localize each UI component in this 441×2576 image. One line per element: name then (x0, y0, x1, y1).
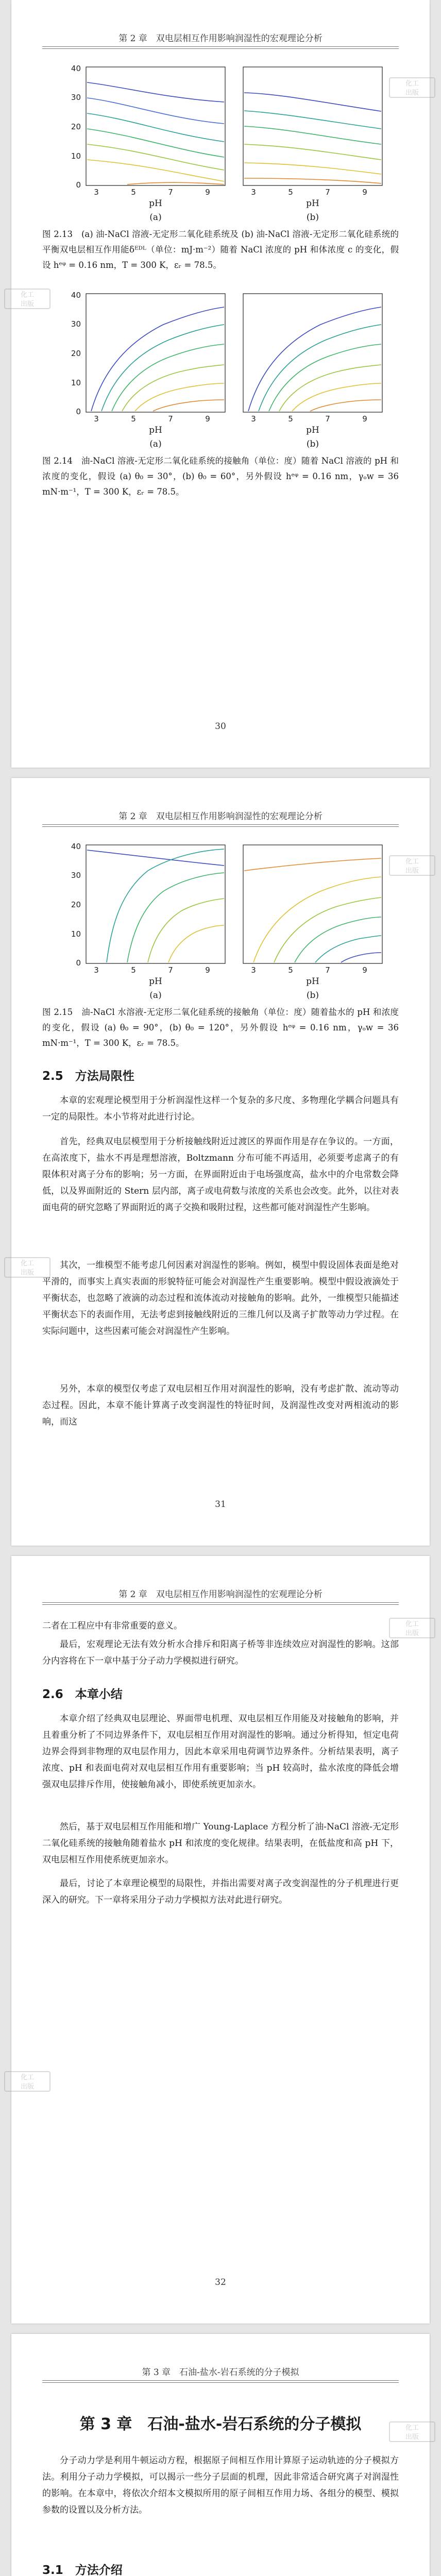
page-number: 30 (215, 721, 226, 732)
ytick: 0 (76, 180, 81, 190)
panel-label: (a) (149, 990, 162, 1001)
ytick: 40 (71, 291, 81, 300)
ytick: 0 (76, 407, 81, 416)
xtick: 7 (325, 414, 330, 423)
panel-label: (a) (149, 212, 162, 223)
figure-2-14-caption: 图 2.14 油-NaCl 溶液-无定形二氧化硅系统的接触角（单位：度）随着 NaCl 溶液的 pH 和浓度的变化，假设 (a) θ₀ = 30°，(b) θ₀ = 60°，另外假设 hᵉᵠ = 0.16 nm，γₒw = 36 mN·m⁻¹，T = 300 K，εᵣ = 78.5。 (42, 456, 399, 497)
figure-2-14-panel-a (60, 289, 230, 449)
header-rule (42, 1602, 399, 1603)
header-rule-2 (42, 2382, 399, 2383)
ytick: 20 (71, 349, 81, 358)
xtick: 5 (131, 965, 136, 975)
xtick: 9 (362, 414, 367, 423)
header-rule (42, 46, 399, 47)
body-paragraph: 本章介绍了经典双电层理论、界面带电机理、双电层相互作用能及对接触角的影响，并且着重分析了不同边界条件下，双电层相互作用对润湿性的影响。通过分析得知，恒定电荷边界会得到非物理的双电层作用力，因此本章采用电荷调节边界条件。分析结果表明，离子浓度、pH 和表面电荷对双电层相互作用有重要影响；当 pH 较高时，盐水浓度的降低会增强双电层排斥作用，使接触角减小，即使系统更加亲水。 (42, 1714, 399, 1790)
chapter-title: 第 3 章 石油-盐水-岩石系统的分子模拟 (79, 2415, 362, 2433)
contour-plot-b (233, 62, 387, 211)
xtick: 5 (288, 965, 293, 975)
ytick: 10 (71, 378, 81, 387)
header-rule-2 (42, 1604, 399, 1605)
figure-2-13-caption: 图 2.13 (a) 油-NaCl 溶液-无定形二氧化硅系统及 (b) 油-NaCl 溶液-无定形二氧化硅系统的平衡双电层相互作用能δᴱᴰᴸ（单位：mJ·m⁻²）随着 NaCl 浓度的 pH 和体浓度 c 的变化，假设 hᵉᵠ = 0.16 nm，T = 300 K，εᵣ = 78.5。 (42, 229, 399, 270)
xtick: 3 (251, 414, 256, 423)
body-paragraph: 最后，宏观理论无法有效分析水合排斥和阳离子桥等非连续效应对润湿性的影响。这部分内容将在下一章中基于分子动力学模拟进行研究。 (42, 1639, 399, 1666)
body-paragraph: 本章的宏观理论模型用于分析润湿性这样一个复杂的多尺度、多物理化学耦合问题具有一定的局限性。本小节将对此进行讨论。 (42, 1095, 399, 1122)
ytick: 0 (76, 958, 81, 968)
xtick: 7 (168, 188, 173, 197)
xtick: 7 (325, 188, 330, 197)
ytick: 30 (71, 93, 81, 102)
contour-plot-a (60, 289, 230, 438)
document-page-33 (11, 2334, 430, 2576)
running-head: 第 2 章 双电层相互作用影响润湿性的宏观理论分析 (118, 1589, 323, 1600)
page-number: 31 (215, 1499, 226, 1510)
figure-2-15-caption: 图 2.15 油-NaCl 水溶液-无定形二氧化硅系统的接触角（单位：度）随着盐水的 pH 和浓度的变化，假设 (a) θ₀ = 90°，(b) θ₀ = 120°，另外假设 hᵉᵠ = 0.16 nm，γₒw = 36 mN·m⁻¹，T = 300 K，εᵣ = 78.5。 (42, 1007, 399, 1048)
xtick: 7 (168, 965, 173, 975)
xtick: 3 (94, 188, 99, 197)
contour-plot-b (233, 840, 387, 989)
document-page-31 (11, 778, 430, 1546)
xtick: 9 (205, 414, 210, 423)
watermark-stamp: 化工 出版 (389, 855, 435, 876)
section-heading: 3.1 方法介绍 (42, 2564, 123, 2576)
xtick: 9 (362, 965, 367, 975)
panel-label: (b) (306, 439, 319, 449)
body-paragraph: 分子动力学是利用牛顿运动方程，根据原子间相互作用计算原子运动轨迹的分子模拟方法。利用分子动力学模拟，可以揭示一些分子层面的机理，因此非常适合研究离子对润湿性的影响。在本章中，将依次介绍本文模拟所用的原子间相互作用力场、各组分的模型、模拟参数的设置以及分析方法。 (42, 2455, 399, 2515)
header-rule (42, 824, 399, 825)
document-page-30 (11, 0, 430, 768)
xtick: 3 (251, 188, 256, 197)
contour-plot-a (60, 840, 230, 989)
ytick: 20 (71, 900, 81, 909)
xtick: 7 (168, 414, 173, 423)
ytick: 30 (71, 871, 81, 880)
watermark-stamp: 化工 出版 (4, 1257, 50, 1278)
x-axis-label: pH (306, 976, 319, 987)
x-axis-label: pH (149, 425, 162, 435)
xtick: 7 (325, 965, 330, 975)
x-axis-label: pH (149, 198, 162, 209)
section-heading: 2.6 本章小结 (42, 1688, 123, 1701)
body-paragraph: 首先，经典双电层模型用于分析接触线附近过渡区的界面作用是存在争议的。一方面，在高浓度下，盐水不再是理想溶液，Boltzmann 分布可能不再适用，必须要考虑离子的有限体积对离子分布的影响；另一方面，在界面附近由于电场强度高，盐水中的介电常数会降低，以及界面附近的 Stern 层内部，离子或电荷数与浓度的关系也会改变。此外，以往对表面电荷的研究忽略了界面附近的离子交换和吸附过程，这些都可能对润湿性产生影响。 (42, 1137, 399, 1213)
ytick: 10 (71, 151, 81, 161)
xtick: 9 (205, 965, 210, 975)
xtick: 5 (131, 414, 136, 423)
xtick: 3 (94, 965, 99, 975)
page-number: 32 (215, 2277, 226, 2287)
ytick: 30 (71, 319, 81, 329)
body-paragraph: 二者在工程应中有非常重要的意义。 (42, 1621, 182, 1631)
x-axis-label: pH (306, 425, 319, 435)
header-rule-2 (42, 826, 399, 827)
body-paragraph: 其次，一维模型不能考虑几何因素对润湿性的影响。例如，模型中假设固体表面是绝对平滑的，而事实上真实表面的形貌特征可能会对润湿性产生重要影响。模型中假设液滴处于平衡状态，也忽略了液滴的动态过程和流体流动对接触角的影响。此外，一维模型只能描述平衡状态下的表面作用，无法考虑到接触线附近的三维几何以及离子扩散等动力学过程。在实际问题中，这些因素可能会对润湿性产生影响。 (42, 1260, 399, 1336)
figure-2-13-panel-b (233, 62, 387, 223)
watermark-stamp: 化工 出版 (389, 2421, 435, 2442)
figure-2-15-panel-a (60, 840, 230, 1001)
ytick: 10 (71, 929, 81, 939)
section-heading: 2.5 方法局限性 (42, 1070, 134, 1083)
panel-label: (b) (306, 990, 319, 1001)
ytick: 20 (71, 122, 81, 131)
xtick: 3 (251, 965, 256, 975)
ytick: 40 (71, 842, 81, 851)
figure-2-14-panel-b (233, 289, 387, 449)
contour-plot-a (60, 62, 230, 211)
xtick: 9 (205, 188, 210, 197)
header-rule (42, 2380, 399, 2381)
header-rule-2 (42, 48, 399, 49)
watermark-stamp: 化工 出版 (4, 289, 50, 309)
xtick: 5 (288, 414, 293, 423)
body-paragraph: 另外，本章的模型仅考虑了双电层相互作用对润湿性的影响，没有考虑扩散、流动等动态过程。因此，本章不能计算离子改变润湿性的特征时间，及润湿性改变对两相流动的影响，而这 (42, 1384, 399, 1427)
watermark-stamp: 化工 出版 (389, 1618, 435, 1638)
panel-label: (a) (149, 439, 162, 449)
figure-2-13-panel-a (60, 62, 230, 223)
watermark-stamp: 化工 出版 (4, 2071, 50, 2092)
figure-2-15-panel-b (233, 840, 387, 1001)
x-axis-label: pH (306, 198, 319, 209)
watermark-stamp: 化工 出版 (389, 77, 435, 98)
body-paragraph: 最后，讨论了本章理论模型的局限性，并指出需要对离子改变润湿性的分子机理进行更深入的研究。下一章将采用分子动力学模拟方法对此进行研究。 (42, 1878, 399, 1905)
contour-plot-b (233, 289, 387, 438)
x-axis-label: pH (149, 976, 162, 987)
running-head: 第 2 章 双电层相互作用影响润湿性的宏观理论分析 (118, 811, 323, 822)
xtick: 9 (362, 188, 367, 197)
xtick: 5 (288, 188, 293, 197)
panel-label: (b) (306, 212, 319, 223)
running-head: 第 2 章 双电层相互作用影响润湿性的宏观理论分析 (118, 33, 323, 44)
ytick: 40 (71, 64, 81, 73)
body-paragraph: 然后，基于双电层相互作用能和增广 Young-Laplace 方程分析了油-NaCl 溶液-无定形二氧化硅系统的接触角随着盐水 pH 和浓度的变化规律。结果表明，在低盐度和高 pH 下，双电层相互作用使系统更加亲水。 (42, 1822, 399, 1865)
running-head: 第 3 章 石油-盐水-岩石系统的分子模拟 (142, 2367, 299, 2378)
xtick: 5 (131, 188, 136, 197)
xtick: 3 (94, 414, 99, 423)
document-page-32 (11, 1556, 430, 2324)
